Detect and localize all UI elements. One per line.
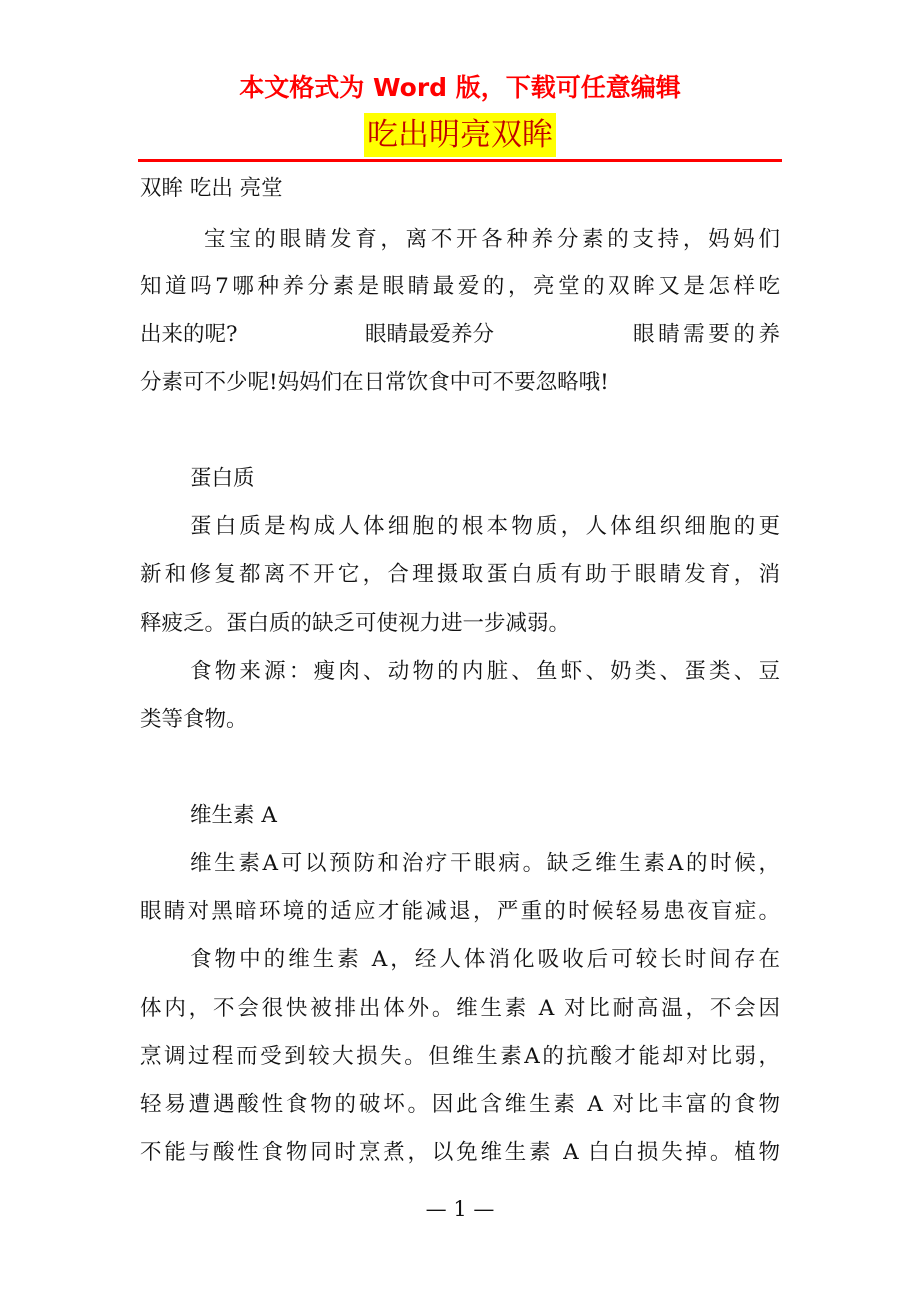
paragraph-line: 知道吗7哪种养分素是眼睛最爱的，亮堂的双眸又是怎样吃 <box>140 274 780 299</box>
paragraph-line: 眼睛需要的养 <box>633 322 780 347</box>
paragraph-line: 不能与酸性食物同时烹煮，以免维生素 A 白白损失掉。植物 <box>140 1140 780 1165</box>
title-container <box>0 113 920 157</box>
page-number: — 1 — <box>425 1197 495 1221</box>
paragraph-line: 食物来源：瘦肉、动物的内脏、鱼虾、奶类、蛋类、豆 <box>190 659 780 684</box>
paragraph-line: 释疲乏。蛋白质的缺乏可使视力进一步减弱。 <box>140 611 571 636</box>
title-divider <box>138 159 782 162</box>
inline-heading: 眼睛最爱养分 <box>365 322 495 347</box>
paragraph-line: 新和修复都离不开它，合理摄取蛋白质有助于眼睛发育，消 <box>140 562 780 587</box>
section-heading-vitamin-a: 维生素 A <box>190 803 277 828</box>
paragraph-line: 食物中的维生素 A，经人体消化吸收后可较长时间存在 <box>190 947 780 972</box>
document-title: 吃出明亮双眸 <box>364 113 556 157</box>
paragraph-line: 出来的呢? <box>140 322 238 347</box>
keywords: 双眸 吃出 亮堂 <box>140 176 283 201</box>
edit-notice-banner: 本文格式为 Word 版，下载可任意编辑 <box>239 73 681 102</box>
paragraph-line: 体内，不会很快被排出体外。维生素 A 对比耐高温，不会因 <box>140 996 780 1021</box>
paragraph-line: 分素可不少呢!妈妈们在日常饮食中可不要忽略哦! <box>140 370 609 395</box>
paragraph-line: 蛋白质是构成人体细胞的根本物质，人体组织细胞的更 <box>190 514 780 539</box>
paragraph-line: 宝宝的眼睛发育，离不开各种养分素的支持，妈妈们 <box>204 227 780 252</box>
section-heading-protein: 蛋白质 <box>190 466 255 491</box>
paragraph-line: 维生素A可以预防和治疗干眼病。缺乏维生素A的时候， <box>190 851 780 876</box>
paragraph-line: 类等食物。 <box>140 707 248 732</box>
paragraph-line: 眼睛对黑暗环境的适应才能减退，严重的时候轻易患夜盲症。 <box>140 899 780 924</box>
paragraph-line: 轻易遭遇酸性食物的破坏。因此含维生素 A 对比丰富的食物 <box>140 1092 780 1117</box>
paragraph-line: 烹调过程而受到较大损失。但维生素A的抗酸才能却对比弱， <box>140 1044 780 1069</box>
